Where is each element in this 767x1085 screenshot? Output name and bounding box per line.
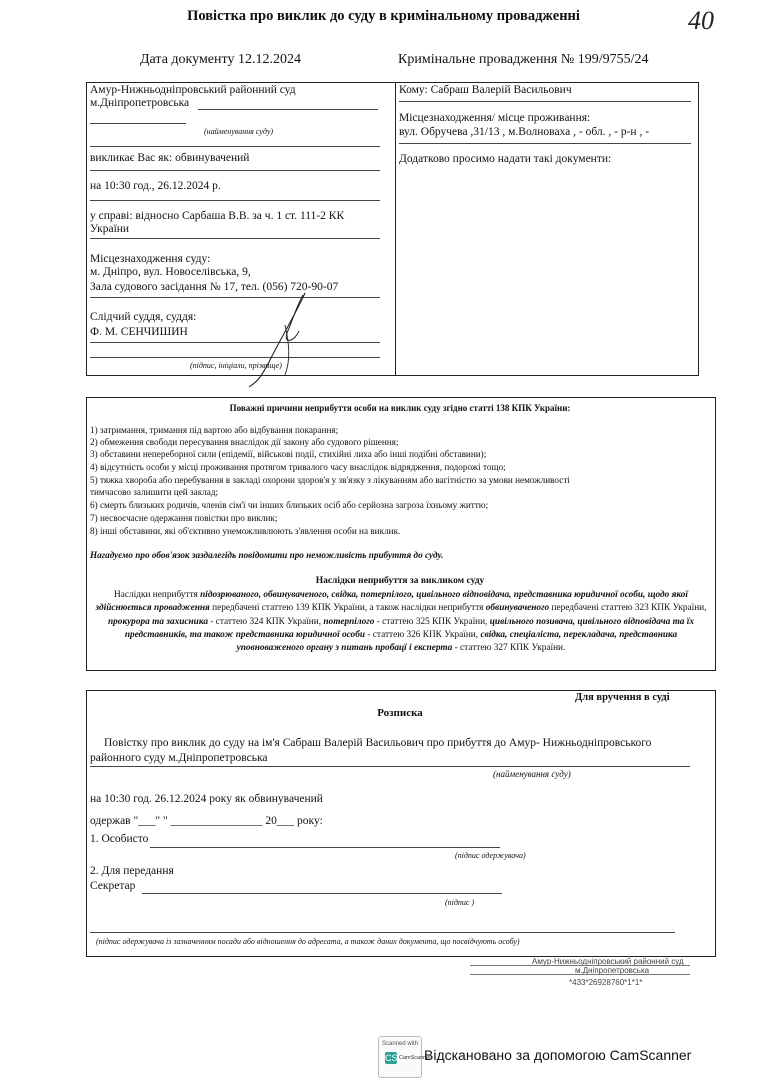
- receipt-court-caption: (найменування суду): [493, 769, 571, 779]
- signature-caption: (підпис, ініціали, прізвище): [190, 361, 282, 370]
- receipt-title: Розписка: [377, 707, 423, 719]
- divider-line: [90, 146, 380, 147]
- residence-label: Місцезнаходження/ місце проживання:: [399, 112, 591, 124]
- receipt-line2: районного суду м.Дніпропетровська: [90, 752, 268, 764]
- receipt-secretary: Секретар: [90, 880, 136, 892]
- reason-item: тимчасово залишити цей заклад;: [90, 487, 219, 497]
- bottom-signature-line: [90, 932, 675, 933]
- case-subject-line2: України: [90, 223, 130, 235]
- reason-item: 7) несвоєчасне одержання повістки про виклик;: [90, 513, 278, 523]
- handwritten-number: 40: [688, 6, 714, 35]
- scanned-with-label: Scanned with: [381, 1041, 419, 1047]
- reason-item: 2) обмеження свободи пересування внаслідок дії закону або судового рішення;: [90, 437, 399, 447]
- reasons-title: Поважні причини неприбуття особи на виклик суду згідно статті 138 КПК України:: [229, 403, 571, 413]
- divider-line: [90, 766, 690, 767]
- receipt-personal: 1. Особисто: [90, 833, 149, 845]
- consequences-title: Наслідки неприбуття за викликом суду: [315, 576, 485, 586]
- case-number: Кримінальне провадження № 199/9755/24: [398, 52, 649, 67]
- secretary-signature-line: [142, 893, 502, 894]
- recipient-signature-caption: (підпис одержувача): [455, 851, 526, 860]
- court-location-label: Місцезнаходження суду:: [90, 253, 211, 265]
- reason-item: 8) інші обставини, які об'єктивно унеможливлюють з'явлення особи на виклик.: [90, 526, 401, 536]
- camscanner-logo-icon: [378, 1036, 432, 1078]
- divider-line: [399, 143, 691, 144]
- court-line: [198, 109, 378, 110]
- documents-label: Додатково просимо надати такі документи:: [399, 153, 612, 165]
- barcode-text: *433*26928760*1*1*: [569, 978, 643, 987]
- document-title: Повістка про виклик до суду в кримінальному провадженні: [187, 8, 580, 24]
- judge-name: Ф. М. СЕНЧИШИН: [90, 326, 188, 338]
- consequences-body: Наслідки неприбуття підозрюваного, обвинуваченого, свідка, потерпілого, цивільного відповідача, представника юридичної особи, щодо якої здійснюється провадження передбачені статтею 139 КПК України, а також наслідки неприбуття обвинуваченого передбачені статтею 323 КПК України, прокурора та захисника - статтею 324 КПК України, потерпілого - статтею 325 КПК України, цивільного позивача, цивільного відповідача та їх представників, та також представника юридичної особи - статтею 326 КПК України, свідка, спеціаліста, перекладача, представника уповноваженого органу з питань пробацї і експерта - статтею 327 КПК України.: [95, 590, 707, 654]
- hearing-datetime: на 10:30 год., 26.12.2024 р.: [90, 180, 221, 192]
- court-location-line2: Зала судового засідання № 17, тел. (056) 720-90-07: [90, 281, 339, 293]
- stamp-line: [470, 974, 690, 975]
- recipient-name: Кому: Сабраш Валерій Васильович: [399, 84, 572, 96]
- court-name-line1: Амур-Нижньодніпровський районний суд: [90, 84, 296, 96]
- court-caption: (найменування суду): [204, 127, 274, 136]
- divider-line: [90, 238, 380, 239]
- reason-item: 6) смерть близьких родичів, членів сім'ї чи інших близьких осіб або серйозна загроза їхньому життю;: [90, 500, 489, 510]
- divider-line: [399, 101, 691, 102]
- summons-role: викликає Вас як: обвинувачений: [90, 152, 250, 164]
- reason-item: 4) відсутність особи у місці проживання протягом тривалого часу внаслідок відрядження, подорожі тощо;: [90, 462, 506, 472]
- divider-line: [90, 200, 380, 201]
- bottom-caption: (підпис одержувача із зазначенням посади або відношення до адресата, а також даних документа, що посвідчують особу): [96, 937, 520, 946]
- cs-badge-icon: CS: [385, 1053, 398, 1063]
- court-line-2: [90, 123, 186, 124]
- court-stamp-line1: Амур-Нижньодніпровський районний суд: [532, 957, 684, 966]
- receipt-transfer: 2. Для передання: [90, 865, 174, 877]
- receipt-received: одержав "___" " ________________ 20___ року:: [90, 815, 323, 827]
- judge-label: Слідчий суддя, суддя:: [90, 311, 197, 323]
- notify-reminder: Нагадуємо про обов'язок заздалегідь повідомити про неможливість прибуття до суду.: [90, 550, 444, 560]
- reason-item: 3) обставини непереборної сили (епідемії, військові події, стихійні лиха або інші подібні обставини);: [90, 449, 487, 459]
- receipt-line1: Повістку про виклик до суду на ім'я Сабраш Валерій Васильович про прибуття до Амур- Нижньодніпровського: [104, 737, 652, 749]
- document-date: Дата документу 12.12.2024: [140, 52, 301, 67]
- camscanner-brand: CamScanner: [399, 1055, 432, 1061]
- secretary-signature-caption: (підпис ): [445, 898, 475, 907]
- court-stamp-line2: м.Дніпропетровська: [575, 966, 650, 975]
- case-subject-line1: у справі: відносно Сарбаша В.В. за ч. 1 ст. 111-2 КК: [90, 210, 345, 222]
- residence-value: вул. Обручева ,31/13 , м.Волноваха , - обл. , - р-н , -: [399, 126, 650, 138]
- receipt-time-line: на 10:30 год. 26.12.2024 року як обвинувачений: [90, 793, 323, 805]
- divider-line: [90, 170, 380, 171]
- judge-signature-icon: [225, 285, 335, 390]
- court-name-line2: м.Дніпропетровська: [90, 97, 190, 109]
- court-location-line1: м. Дніпро, вул. Новоселівська, 9,: [90, 266, 251, 278]
- reason-item: 1) затримання, тримання під вартою або відбування покарання;: [90, 425, 339, 435]
- scan-footer-text: Відскановано за допомогою CamScanner: [424, 1047, 692, 1063]
- reason-item: 5) тяжка хвороба або перебування в закладі охорони здоров'я у зв'язку з лікуванням або вагітністю за умови неможливості: [90, 475, 570, 485]
- receipt-for-court: Для вручення в суді: [575, 692, 670, 703]
- recipient-signature-line: [150, 847, 500, 848]
